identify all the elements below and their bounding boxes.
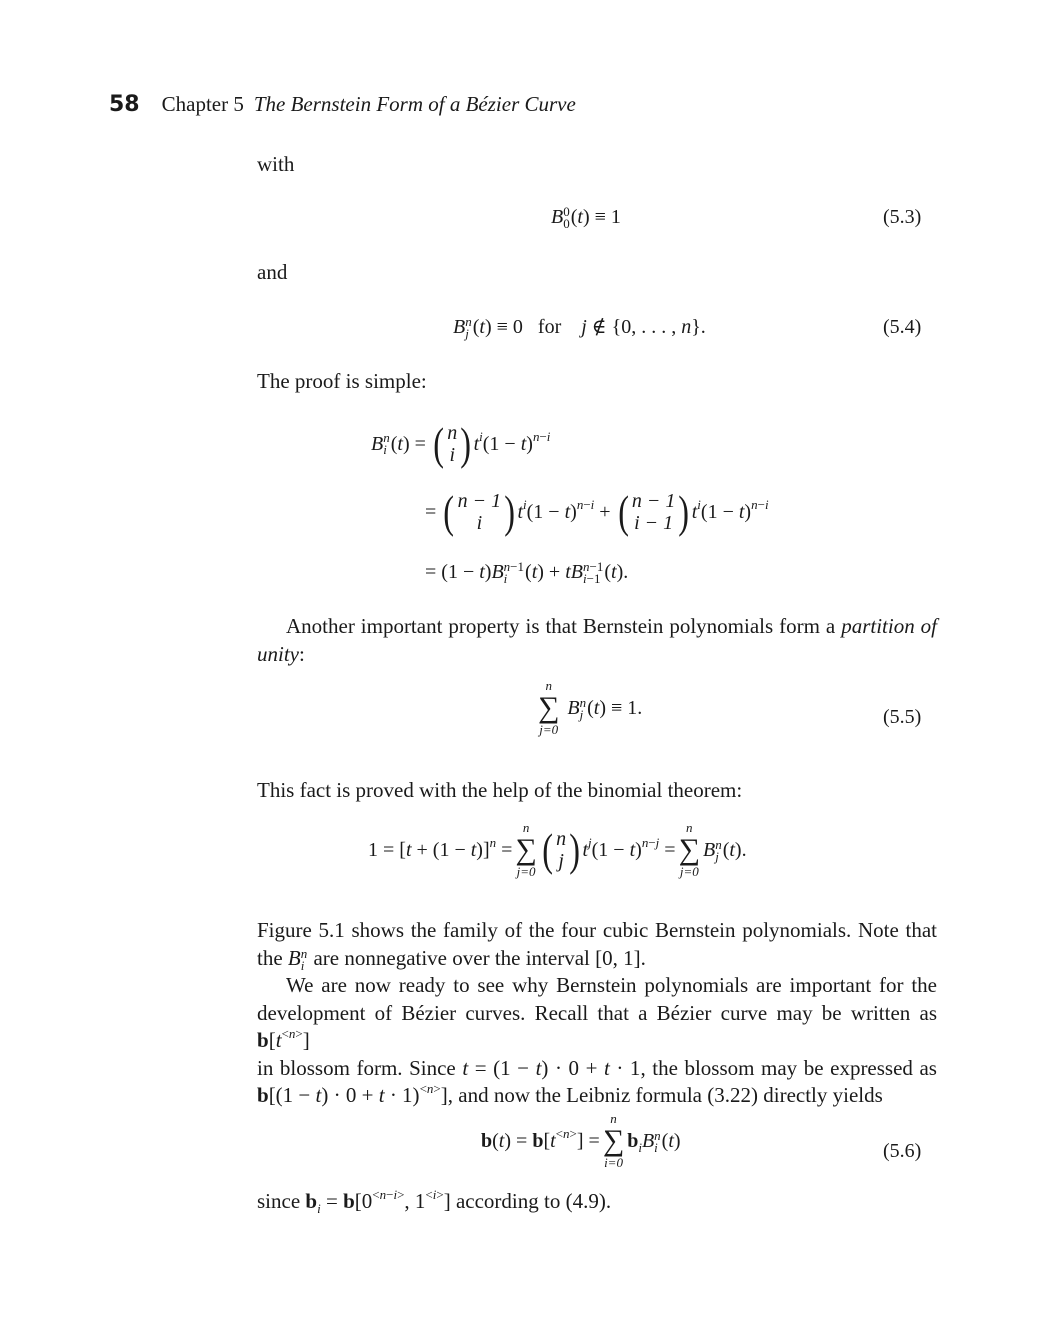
text-since: since $b_i = b[0^{<n-i>}$, $1^{<i>}$] according to (4.9). xyxy=(257,1187,612,1216)
equation-number-5-4: (5.4) xyxy=(883,316,922,338)
equation-number-5-5: (5.5) xyxy=(883,706,922,728)
proof-line-3: = (1 − t)B n−1 i (t) + tB n−1 i−1 (t). xyxy=(425,559,629,586)
chapter-label: Chapter 5 xyxy=(161,92,244,116)
ready-line-4: b[(1 − t) · 0 + t · 1)$^{<n>}$], and now the Leibniz formula (3.22) directly yields xyxy=(257,1081,883,1107)
for-keyword: for xyxy=(537,316,562,338)
partition-of-unity-term: partition of unity xyxy=(257,614,937,666)
text-binomial-intro: This fact is proved with the help of the binomial theorem: xyxy=(257,778,743,802)
figure-line-2: the B n i are nonnegative over the interval [0, 1]. xyxy=(257,945,646,973)
text-and: and xyxy=(257,260,288,284)
equation-number-5-3: (5.3) xyxy=(883,206,922,228)
ready-line-1: We are now ready to see why Bernstein polynomials are important for the xyxy=(286,973,937,997)
paragraph-figure xyxy=(257,917,937,1110)
ready-line-2: development of Bézier curves. Recall that a Bézier curve may be written as $b[t^{<n>}]$ xyxy=(257,1000,937,1052)
equation-5-3: B 0 0 (t) ≡ 1 xyxy=(551,204,621,231)
binomial-equation: $1 = [t + (1 - t)]^n$ = n ∑ j=0 ( n j ) $t^j(1 - t)^{n-j}$ = n ∑ j=0 B n j (t). xyxy=(368,820,747,879)
equation-5-6: $b(t) = b[t^{<n>}]$ = n ∑ i=0 $b_iB$ n i (t) xyxy=(481,1111,681,1170)
proof-line-1: B n i (t) = ( n i ) $t^i(1 - t)^{n-i}$ xyxy=(371,418,551,469)
figure-line-1: Figure 5.1 shows the family of the four cubic Bernstein polynomials. Note that xyxy=(257,918,937,942)
proof-line-2: = ( n − 1 i ) $t^i(1 - t)^{n-i}$ + ( n − 1 i − 1 ) $t^i(1 - t)^{n-i}$ xyxy=(425,486,769,537)
text-proof-intro: The proof is simple: xyxy=(257,369,427,393)
equation-number-5-6: (5.6) xyxy=(883,1140,922,1162)
equation-5-5: n ∑ j=0 B n j (t) ≡ 1. xyxy=(538,678,643,737)
chapter-title: The Bernstein Form of a Bézier Curve xyxy=(253,92,576,116)
equation-5-4: B n j (t) ≡ 0 for j ∉ {0, . . . , n}. xyxy=(453,314,706,341)
running-header xyxy=(109,92,576,117)
text-with: with xyxy=(257,152,295,176)
page-number: 58 xyxy=(109,92,140,117)
paragraph-partition: Another important property is that Bernstein polynomials form a partition of unity: xyxy=(257,614,937,666)
ready-line-3: in blossom form. Since t = (1 − t) · 0 + t · 1, the blossom may be expressed as xyxy=(257,1055,937,1080)
